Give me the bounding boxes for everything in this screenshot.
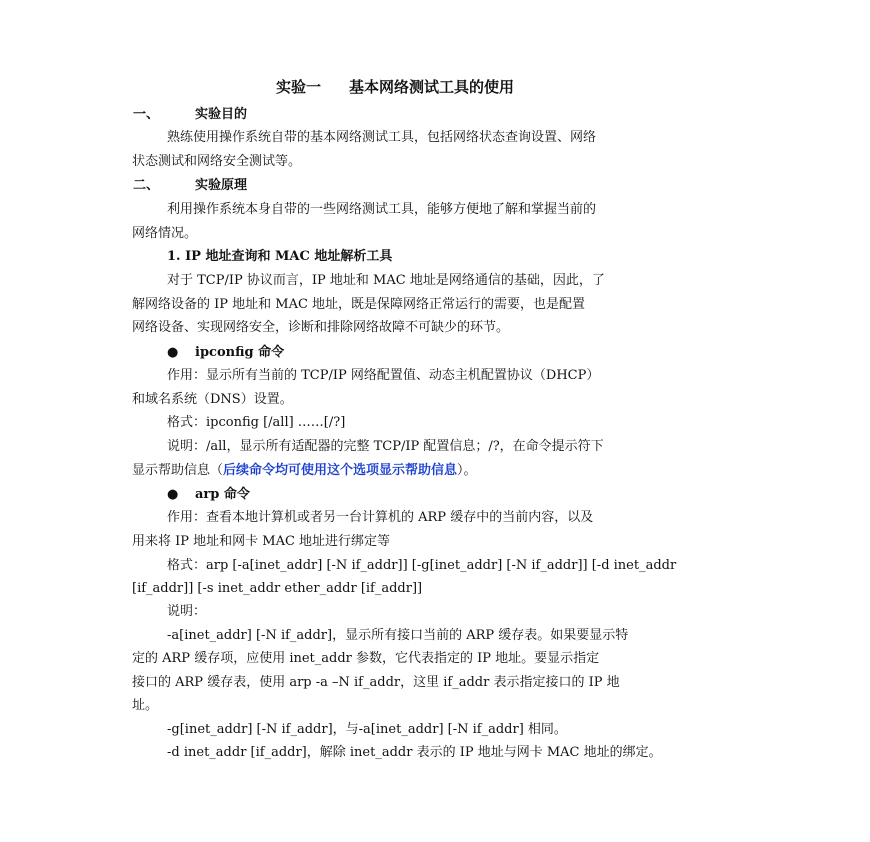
paragraph-line: 用来将 IP 地址和网卡 MAC 地址进行绑定等 <box>132 534 391 549</box>
text-run: ）。 <box>457 463 477 478</box>
paragraph-line: -d inet_addr [if_addr]，解除 inet_addr 表示的 IP 地址与网卡 MAC 地址的绑定。 <box>167 745 662 760</box>
section-heading-2 <box>133 177 247 195</box>
paragraph-line: 和域名系统（DNS）设置。 <box>132 392 293 407</box>
paragraph-line <box>132 462 477 480</box>
section-number: 二、 <box>133 178 160 193</box>
format-line: 格式：ipconfig [/all] ……[/?] <box>167 415 346 430</box>
title-left: 实验一 <box>276 78 322 96</box>
text-run: 显示帮助信息（ <box>132 463 224 478</box>
paragraph-line: 网络设备、实现网络安全，诊断和排除网络故障不可缺少的环节。 <box>132 320 510 335</box>
paragraph-line: 作用：查看本地计算机或者另一台计算机的 ARP 缓存中的当前内容，以及 <box>167 510 594 525</box>
format-line: 格式：arp [-a[inet_addr] [-N if_addr]] [-g[inet_addr] [-N if_addr]] [-d inet_addr <box>167 558 677 573</box>
bullet-item-arp <box>167 486 250 504</box>
bullet-label: ipconfig 命令 <box>195 345 285 360</box>
section-label: 实验原理 <box>195 178 248 193</box>
section-label: 实验目的 <box>195 107 248 122</box>
bullet-item-ipconfig <box>167 344 284 362</box>
paragraph-line: 解网络设备的 IP 地址和 MAC 地址，既是保障网络正常运行的需要，也是配置 <box>132 297 586 312</box>
paragraph-line: -a[inet_addr] [-N if_addr]，显示所有接口当前的 ARP 缓存表。如果要显示特 <box>167 628 629 643</box>
paragraph-line: 定的 ARP 缓存项，应使用 inet_addr 参数，它代表指定的 IP 地址。要显示指定 <box>132 651 600 666</box>
paragraph-line: 对于 TCP/IP 协议而言，IP 地址和 MAC 地址是网络通信的基础，因此，了 <box>167 273 605 288</box>
title-right: 基本网络测试工具的使用 <box>349 78 515 96</box>
paragraph-line: 说明：/all，显示所有适配器的完整 TCP/IP 配置信息；/?，在命令提示符下 <box>167 439 604 454</box>
paragraph-line: 址。 <box>132 698 159 713</box>
paragraph-line: 熟练使用操作系统自带的基本网络测试工具，包括网络状态查询设置、网络 <box>167 130 597 145</box>
paragraph-line: 状态测试和网络安全测试等。 <box>132 154 302 169</box>
paragraph-line: 网络情况。 <box>132 226 198 241</box>
subsection-heading: 1. IP 地址查询和 MAC 地址解析工具 <box>167 249 393 264</box>
section-number: 一、 <box>133 107 160 122</box>
paragraph-line: -g[inet_addr] [-N if_addr]，与-a[inet_addr] [-N if_addr] 相同。 <box>167 722 567 737</box>
page-title <box>276 78 514 96</box>
format-line: [if_addr]] [-s inet_addr ether_addr [if_addr]] <box>132 581 423 596</box>
bullet-dot-icon: ● <box>167 345 179 360</box>
paragraph-line: 接口的 ARP 缓存表，使用 arp -a –N if_addr，这里 if_addr 表示指定接口的 IP 地 <box>132 675 620 690</box>
paragraph-line: 利用操作系统本身自带的一些网络测试工具，能够方便地了解和掌握当前的 <box>167 202 597 217</box>
bullet-label: arp 命令 <box>195 487 250 502</box>
paragraph-line: 说明： <box>167 604 207 619</box>
paragraph-line: 作用：显示所有当前的 TCP/IP 网络配置值、动态主机配置协议（DHCP） <box>167 368 600 383</box>
section-heading-1 <box>133 106 247 124</box>
bullet-dot-icon: ● <box>167 487 179 502</box>
highlighted-note: 后续命令均可使用这个选项显示帮助信息 <box>223 463 458 478</box>
